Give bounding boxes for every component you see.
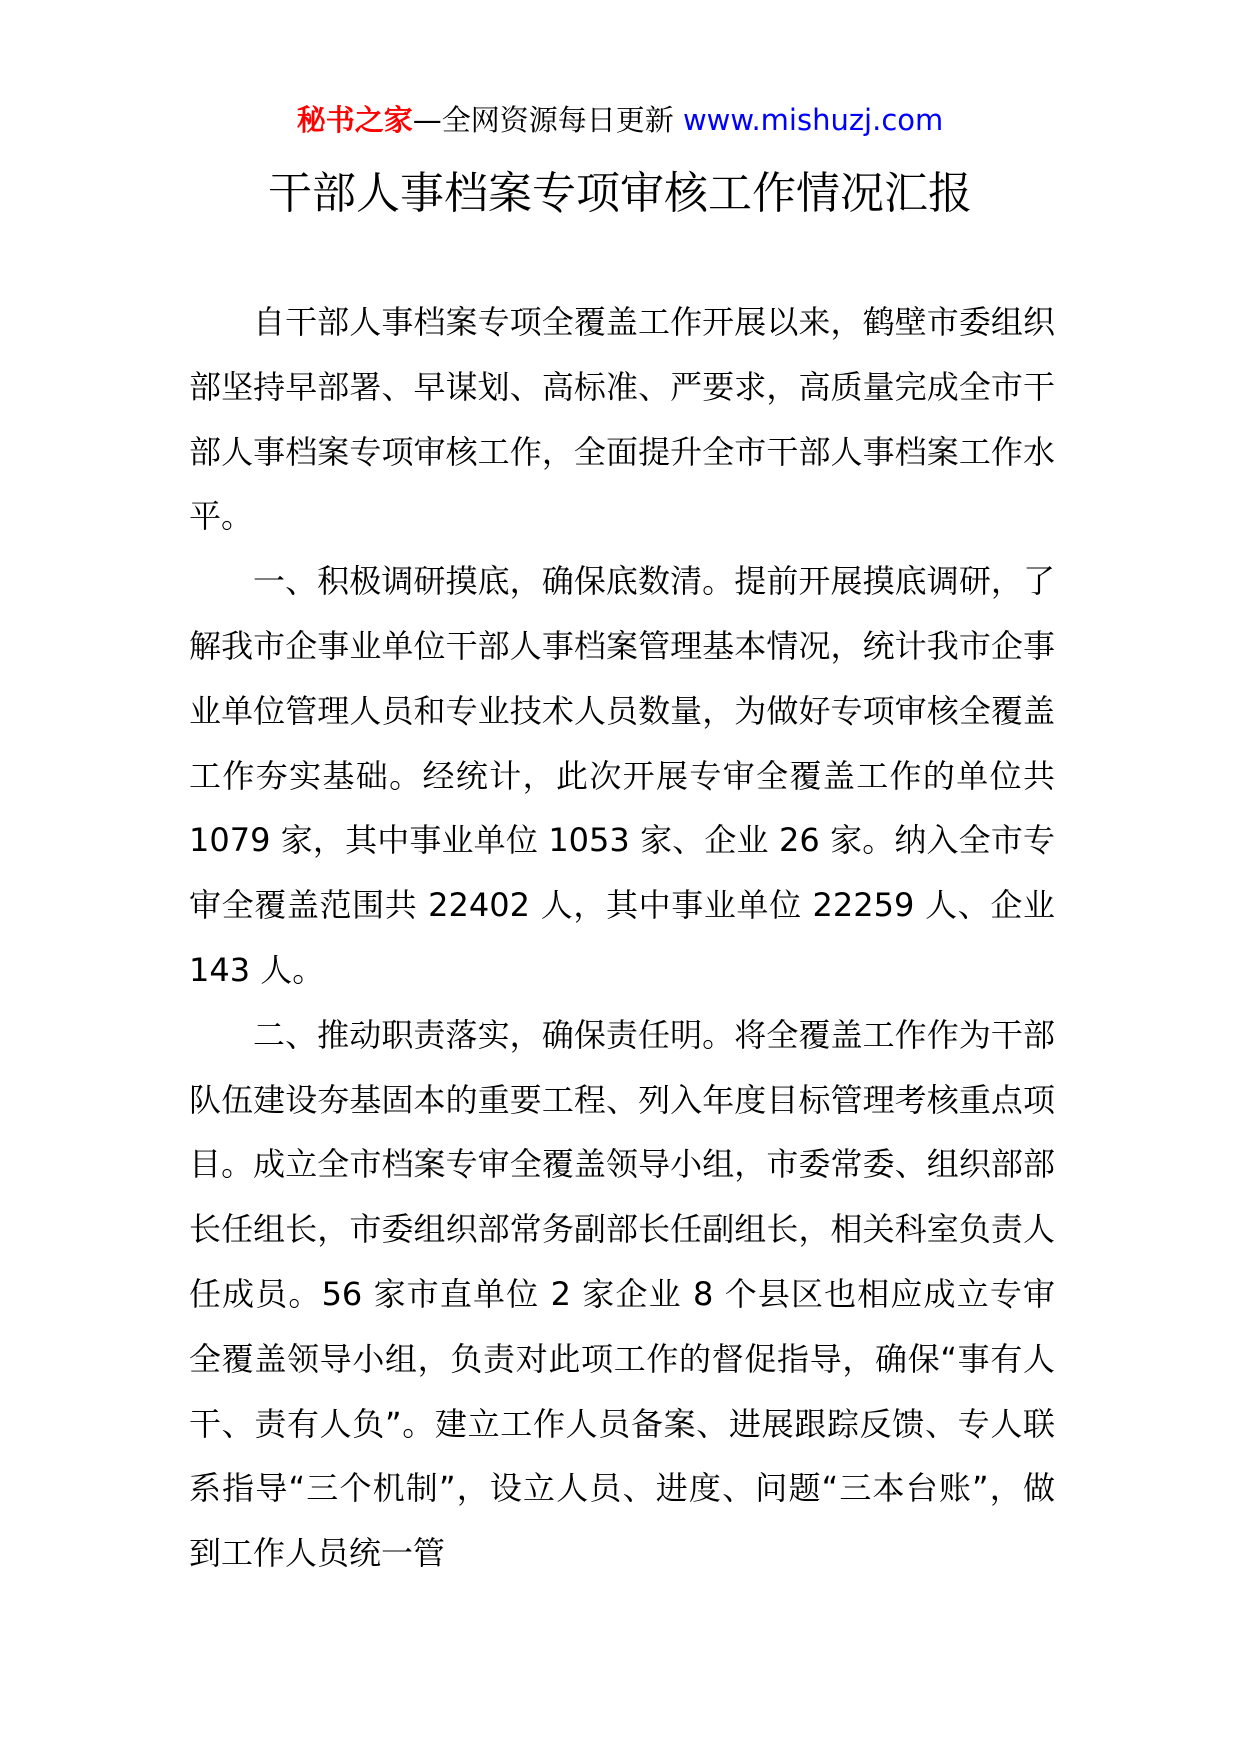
brand-name: 秘书之家: [296, 103, 413, 137]
banner-slogan: —全网资源每日更新: [412, 103, 683, 137]
site-url-link[interactable]: www.mishuzj.com: [682, 103, 944, 137]
document-title: 干部人事档案专项审核工作情况汇报: [268, 168, 972, 219]
document-body: [189, 290, 1055, 1586]
intro-paragraph: 自干部人事档案专项全覆盖工作开展以来，鹤壁市委组织部坚持早部署、早谋划、高标准、严要求，高质量完成全市干部人事档案专项审核工作，全面提升全市干部人事档案工作水平。: [189, 303, 1055, 536]
site-banner: [0, 100, 1240, 140]
section-2-paragraph: 二、推动职责落实，确保责任明。将全覆盖工作作为干部队伍建设夯基固本的重要工程、列入年度目标管理考核重点项目。成立全市档案专审全覆盖领导小组，市委常委、组织部部长任组长，市委组织部常务副部长任副组长，相关科室负责人任成员。56 家市直单位 2 家企业 8 个县区也相应成立专审全覆盖领导小组，负责对此项工作的督促指导，确保“事有人干、责有人负”。建立工作人员备案、进展跟踪反馈、专人联系指导“三个机制”，设立人员、进度、问题“三本台账”，做到工作人员统一管: [189, 1015, 1055, 1573]
section-1-paragraph: 一、积极调研摸底，确保底数清。提前开展摸底调研，了解我市企事业单位干部人事档案管理基本情况，统计我市企事业单位管理人员和专业技术人员数量，为做好专项审核全覆盖工作夯实基础。经统计，此次开展专审全覆盖工作的单位共 1079 家，其中事业单位 1053 家、企业 26 家。纳入全市专审全覆盖范围共 22402 人，其中事业单位 22259 人、企业 143 人。: [189, 562, 1055, 989]
